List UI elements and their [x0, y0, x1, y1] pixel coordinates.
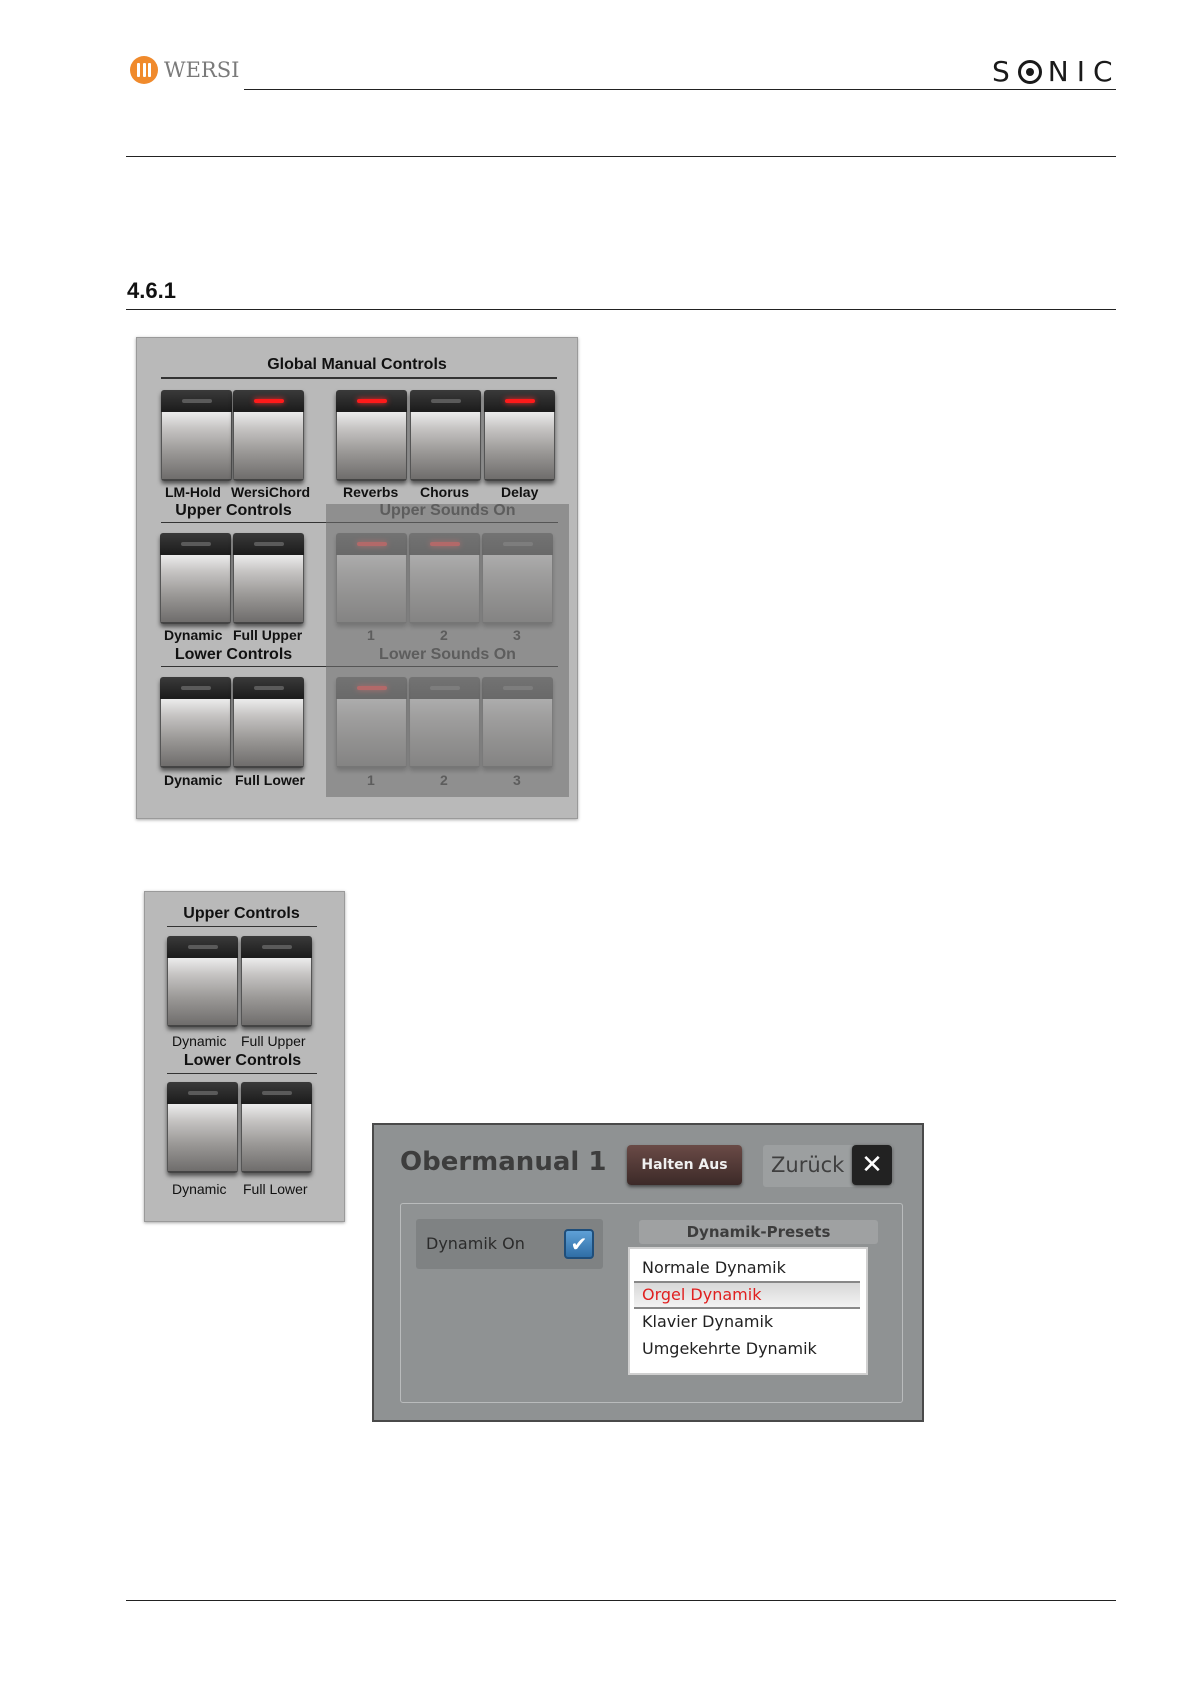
full-upper-label: Full Upper — [233, 627, 303, 643]
lower-dynamic-label: Dynamic — [164, 772, 223, 788]
dynamik-on-label: Dynamik On — [426, 1234, 525, 1253]
section-number: 4.6.1 — [127, 278, 176, 303]
sonic-letters-nic: NIC — [1047, 55, 1121, 88]
delay-switch[interactable] — [484, 390, 555, 481]
small-full-upper-label: Full Upper — [241, 1033, 306, 1049]
global-title-rule — [161, 377, 557, 379]
lower-sound-1-switch[interactable] — [336, 677, 407, 768]
upper-sound-2-switch[interactable] — [409, 533, 480, 624]
sonic-letter-s: S — [992, 55, 1018, 88]
header-rule-short — [244, 89, 1116, 90]
reverbs-label: Reverbs — [343, 484, 399, 500]
small-lower-dynamic-switch[interactable] — [167, 1082, 238, 1173]
lower-sound-1-label: 1 — [367, 772, 375, 788]
header-rule — [126, 156, 1116, 157]
global-controls-panel — [136, 337, 578, 819]
upper-dynamic-label: Dynamic — [164, 627, 223, 643]
upper-sound-1-switch[interactable] — [336, 533, 407, 624]
dynamik-on-row[interactable] — [416, 1219, 603, 1269]
lower-controls-rule — [161, 666, 326, 667]
lower-sounds-title: Lower Sounds On — [379, 646, 516, 663]
small-full-lower-label: Full Lower — [243, 1181, 308, 1197]
sonic-o-icon — [1018, 60, 1042, 84]
wersi-brand-text: WERSI — [164, 58, 240, 82]
small-upper-dynamic-switch[interactable] — [167, 936, 238, 1027]
small-lower-rule — [167, 1073, 317, 1074]
chorus-switch[interactable] — [410, 390, 481, 481]
presets-header: Dynamik-Presets — [639, 1220, 878, 1244]
lower-sounds-rule — [326, 666, 558, 667]
obermanual-dialog — [372, 1123, 924, 1422]
preset-item[interactable]: Klavier Dynamik — [642, 1312, 774, 1331]
upper-controls-rule — [161, 522, 326, 523]
preset-item[interactable]: Umgekehrte Dynamik — [642, 1339, 817, 1358]
upper-sound-3-label: 3 — [513, 627, 521, 643]
upper-sounds-rule — [326, 522, 558, 523]
back-button-label: Zurück — [771, 1153, 845, 1177]
lower-sound-2-label: 2 — [440, 772, 448, 788]
back-button[interactable] — [763, 1145, 893, 1187]
preset-item-selected[interactable]: Orgel Dynamik — [642, 1285, 762, 1304]
small-upper-title: Upper Controls — [183, 905, 300, 922]
dialog-title: Obermanual 1 — [400, 1147, 607, 1177]
upper-dynamic-switch[interactable] — [160, 533, 231, 624]
preset-item[interactable]: Normale Dynamik — [642, 1258, 786, 1277]
upper-sound-1-label: 1 — [367, 627, 375, 643]
wersichord-label: WersiChord — [231, 484, 311, 500]
wersi-logo — [130, 56, 239, 84]
close-icon[interactable]: ✕ — [852, 1145, 892, 1185]
upper-sounds-title: Upper Sounds On — [379, 502, 516, 519]
full-upper-switch[interactable] — [233, 533, 304, 624]
wersichord-switch[interactable] — [233, 390, 304, 481]
small-lower-title: Lower Controls — [183, 1052, 302, 1069]
lower-dynamic-switch[interactable] — [160, 677, 231, 768]
footer-rule — [126, 1600, 1116, 1601]
reverbs-switch[interactable] — [336, 390, 407, 481]
upper-sound-3-switch[interactable] — [482, 533, 553, 624]
lower-sound-3-label: 3 — [513, 772, 521, 788]
halten-aus-button[interactable]: Halten Aus — [627, 1145, 742, 1185]
lm-hold-switch[interactable] — [161, 390, 232, 481]
small-lower-dynamic-label: Dynamic — [172, 1181, 227, 1197]
lower-sound-3-switch[interactable] — [482, 677, 553, 768]
presets-list[interactable] — [628, 1247, 868, 1375]
delay-label: Delay — [501, 484, 539, 500]
lower-controls-title: Lower Controls — [174, 646, 293, 663]
small-upper-rule — [167, 926, 317, 927]
section-rule — [126, 309, 1116, 310]
small-full-upper-switch[interactable] — [241, 936, 312, 1027]
manual-controls-panel — [144, 891, 345, 1222]
lower-sound-2-switch[interactable] — [409, 677, 480, 768]
dialog-content — [400, 1203, 903, 1403]
small-full-lower-switch[interactable] — [241, 1082, 312, 1173]
full-lower-label: Full Lower — [235, 772, 305, 788]
sonic-logo — [992, 55, 1121, 88]
dynamik-on-checkbox[interactable]: ✔ — [564, 1229, 594, 1259]
upper-sound-2-label: 2 — [440, 627, 448, 643]
wersi-logo-icon — [130, 56, 158, 84]
small-upper-dynamic-label: Dynamic — [172, 1033, 227, 1049]
upper-controls-title: Upper Controls — [175, 502, 292, 519]
chorus-label: Chorus — [420, 484, 469, 500]
lm-hold-label: LM-Hold — [165, 484, 221, 500]
full-lower-switch[interactable] — [233, 677, 304, 768]
global-title: Global Manual Controls — [267, 356, 447, 373]
